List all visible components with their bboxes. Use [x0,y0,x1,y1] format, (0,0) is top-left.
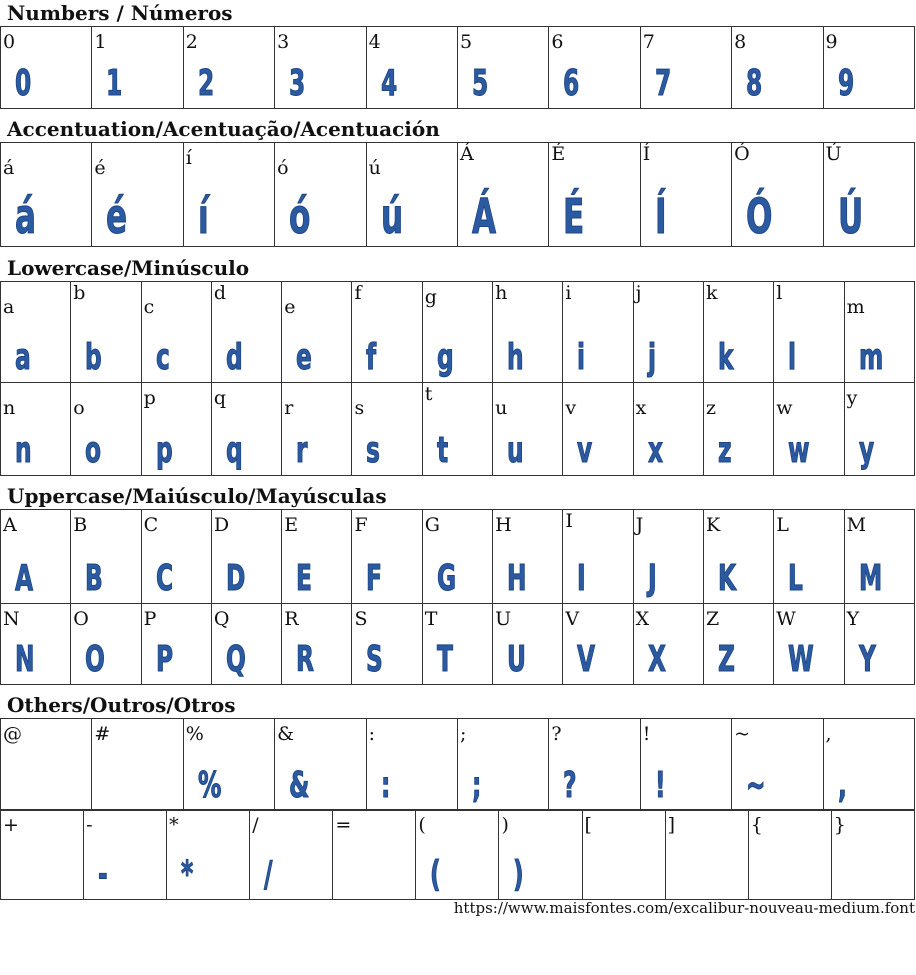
glyph-caption: é [94,157,106,179]
glyph-cell [563,282,633,383]
glyph-sample: V [577,639,596,680]
glyph-caption: Ú [825,143,842,165]
glyph-sample: M [858,558,882,599]
glyph-cell [831,810,914,900]
glyph-sample: ) [513,854,525,895]
section-title-numbers: Numbers / Números [7,1,233,25]
glyph-caption: q [213,387,227,409]
glyph-cell [1,143,92,247]
glyph-cell [1,27,92,109]
glyph-row [1,143,915,247]
glyph-caption: b [73,282,86,304]
glyph-caption: d [213,282,227,304]
glyph-caption: } [833,814,846,836]
glyph-cell [493,510,563,604]
section-title-lowercase: Lowercase/Minúsculo [7,256,250,280]
glyph-cell [71,282,141,383]
glyph-sample: P [155,639,173,680]
section-title-uppercase: Uppercase/Maiúsculo/Mayúsculas [7,484,387,508]
glyph-sample: ! [654,765,666,806]
glyph-cell [352,510,422,604]
glyph-sample: c [155,337,170,378]
glyph-cell [640,719,731,811]
uppercase-grid [0,509,915,685]
glyph-cell [1,282,71,383]
source-url: https://www.maisfontes.com/excalibur-nouveau-medium.font [453,899,915,917]
glyph-sample: Y [858,639,876,680]
glyph-cell [352,604,422,685]
glyph-caption: K [705,514,721,536]
glyph-cell [366,143,457,247]
glyph-caption: í [185,147,192,169]
section-title-others: Others/Outros/Otros [7,693,236,717]
glyph-sample: x [647,430,663,471]
glyph-caption: S [354,608,368,630]
glyph-sample: K [717,558,737,599]
glyph-sample: ~ [746,765,766,806]
glyph-caption: 9 [825,31,838,53]
glyph-cell [282,604,352,685]
glyph-sample: i [577,337,586,378]
glyph-sample: y [858,430,874,471]
glyph-sample: q [225,430,243,471]
glyph-sample: C [155,558,173,599]
glyph-cell [665,810,748,900]
glyph-cell [774,604,844,685]
glyph-cell [703,510,773,604]
numbers-grid [0,26,915,109]
glyph-caption: n [3,397,16,419]
glyph-caption: m [846,296,865,318]
glyph-cell [457,27,548,109]
glyph-caption: @ [3,723,22,745]
glyph-caption: I [565,510,573,532]
glyph-caption: M [846,514,867,536]
glyph-sample: 2 [197,63,215,104]
glyph-cell [493,282,563,383]
glyph-cell [493,604,563,685]
glyph-sample: 3 [289,63,306,104]
glyph-cell [563,383,633,476]
glyph-sample: ; [471,765,482,806]
glyph-cell [366,719,457,811]
glyph-cell [183,27,274,109]
glyph-caption: 3 [277,31,290,53]
glyph-sample: u [507,430,524,471]
glyph-cell [416,810,499,900]
glyph-row [1,604,915,685]
glyph-caption: ú [368,157,381,179]
glyph-cell [844,383,914,476]
glyph-caption: Ó [734,143,750,165]
glyph-caption: = [335,814,352,836]
glyph-caption: t [424,383,433,405]
glyph-cell [1,510,71,604]
glyph-sample: Á [471,189,497,245]
glyph-cell [183,143,274,247]
glyph-caption: B [73,514,88,536]
glyph-caption: ? [551,723,562,745]
glyph-caption: e [284,296,296,318]
glyph-caption: r [284,397,294,419]
glyph-caption: Á [459,143,474,165]
glyph-cell [211,510,281,604]
glyph-sample: É [563,189,585,245]
glyph-cell [633,510,703,604]
glyph-caption: 2 [185,31,198,53]
glyph-caption: Q [213,608,230,630]
glyph-sample: D [225,558,246,599]
glyph-cell [703,282,773,383]
glyph-cell [282,282,352,383]
glyph-sample: N [15,639,35,680]
glyph-cell [84,810,167,900]
glyph-caption: D [213,514,230,536]
glyph-caption: c [143,296,155,318]
glyph-caption: N [3,608,20,630]
glyph-caption: 6 [551,31,564,53]
glyph-caption: i [565,282,572,304]
glyph-caption: h [495,282,508,304]
lowercase-grid [0,281,915,476]
glyph-caption: , [825,723,832,745]
glyph-cell [422,383,492,476]
glyph-caption: u [495,397,508,419]
glyph-sample: 5 [471,63,489,104]
glyph-cell [732,719,823,811]
section-title-accents: Accentuation/Acentuação/Acentuación [7,117,440,141]
glyph-sample: f [366,337,377,378]
glyph-caption: T [424,608,438,630]
glyph-caption: C [143,514,159,536]
glyph-caption: Y [846,608,860,630]
glyph-caption: v [565,397,577,419]
glyph-sample: B [85,558,104,599]
glyph-sample: E [296,558,313,599]
glyph-caption: O [73,608,89,630]
glyph-cell [352,282,422,383]
glyph-cell [71,383,141,476]
glyph-sample: 7 [654,63,671,104]
glyph-sample: m [858,337,883,378]
glyph-cell [333,810,416,900]
others-grid-row1 [0,718,915,811]
glyph-cell [211,383,281,476]
glyph-row [1,810,915,900]
glyph-sample: T [436,639,453,680]
glyph-sample: l [788,337,797,378]
glyph-cell [211,604,281,685]
glyph-caption: ~ [734,723,751,745]
glyph-cell [457,719,548,811]
glyph-caption: 7 [642,31,655,53]
glyph-cell [141,604,211,685]
glyph-caption: - [86,814,93,836]
glyph-cell [499,810,582,900]
glyph-cell [823,719,914,811]
glyph-cell [141,383,211,476]
glyph-cell [844,510,914,604]
glyph-sample: t [436,430,448,471]
glyph-sample: o [85,430,102,471]
glyph-cell [141,282,211,383]
glyph-cell [422,604,492,685]
glyph-sample: H [507,558,527,599]
others-grid-row2 [0,809,915,900]
glyph-cell [282,510,352,604]
glyph-cell [211,282,281,383]
glyph-sample: h [507,337,524,378]
glyph-sample: á [15,189,36,245]
glyph-caption: V [565,608,580,630]
glyph-caption: 8 [734,31,747,53]
glyph-cell [183,719,274,811]
glyph-cell [774,510,844,604]
glyph-caption: o [73,397,85,419]
glyph-cell [282,383,352,476]
glyph-caption: X [635,608,650,630]
glyph-sample: z [717,430,732,471]
glyph-caption: G [424,514,440,536]
glyph-sample: 4 [380,63,397,104]
glyph-cell [366,27,457,109]
glyph-caption: ) [501,814,509,836]
glyph-caption: g [424,286,437,308]
glyph-sample: p [155,430,173,471]
glyph-cell [748,810,831,900]
glyph-sample: A [15,558,34,599]
glyph-cell [549,143,640,247]
glyph-sample: U [507,639,527,680]
glyph-sample: j [647,337,656,378]
glyph-sample: ú [380,189,403,245]
glyph-caption: H [495,514,512,536]
glyph-caption: l [776,282,783,304]
glyph-caption: z [705,397,716,419]
glyph-cell [493,383,563,476]
glyph-cell [92,143,183,247]
glyph-sample: 1 [106,63,123,104]
glyph-caption: / [252,814,259,836]
glyph-cell [549,719,640,811]
glyph-sample: - [98,854,108,895]
glyph-sample: w [788,430,810,471]
glyph-row [1,383,915,476]
glyph-sample: é [106,189,128,245]
glyph-cell [250,810,333,900]
glyph-caption: ó [277,157,289,179]
glyph-caption: R [284,608,299,630]
glyph-caption: Í [642,143,651,165]
glyph-cell [141,510,211,604]
glyph-caption: j [635,282,642,304]
glyph-cell [640,143,731,247]
glyph-sample: 9 [837,63,854,104]
glyph-cell [167,810,250,900]
glyph-caption: á [3,157,15,179]
glyph-cell [703,604,773,685]
glyph-caption: 4 [368,31,381,53]
glyph-caption: ] [667,814,676,836]
glyph-caption: É [551,143,566,165]
glyph-row [1,719,915,811]
glyph-cell [352,383,422,476]
glyph-sample: W [788,639,815,680]
glyph-cell [844,282,914,383]
glyph-caption: 1 [94,31,107,53]
glyph-sample: % [197,765,222,806]
glyph-cell [422,282,492,383]
glyph-sample: n [15,430,32,471]
glyph-sample: G [436,558,456,599]
glyph-caption: : [368,723,375,745]
glyph-row [1,510,915,604]
glyph-caption: { [750,814,763,836]
glyph-sample: Í [654,189,667,245]
glyph-sample: ó [289,189,311,245]
glyph-sample: ? [563,765,577,806]
glyph-caption: p [143,387,156,409]
glyph-cell [71,604,141,685]
glyph-caption: a [3,296,15,318]
glyph-cell [640,27,731,109]
glyph-sample: g [436,337,454,378]
glyph-cell [275,27,366,109]
glyph-row [1,27,915,109]
glyph-caption: [ [584,814,592,836]
glyph-caption: s [354,397,365,419]
glyph-sample: O [85,639,106,680]
glyph-caption: ( [418,814,426,836]
glyph-sample: S [366,639,384,680]
glyph-caption: E [284,514,299,536]
glyph-sample: 0 [15,63,32,104]
glyph-cell [563,604,633,685]
glyph-caption: % [185,723,204,745]
glyph-sample: í [197,189,209,245]
glyph-sample: Ó [746,189,773,245]
glyph-cell [732,27,823,109]
glyph-sample: : [380,765,390,806]
glyph-caption: W [776,608,796,630]
glyph-sample: Z [717,639,735,680]
glyph-caption: L [776,514,789,536]
glyph-sample: X [647,639,666,680]
glyph-cell [71,510,141,604]
glyph-sample: I [577,558,587,599]
glyph-cell [774,383,844,476]
glyph-sample: v [577,430,593,471]
glyph-cell [422,510,492,604]
glyph-cell [275,719,366,811]
glyph-sample: L [788,558,804,599]
glyph-cell [92,27,183,109]
glyph-sample: k [717,337,734,378]
glyph-cell [633,282,703,383]
glyph-cell [1,383,71,476]
glyph-cell [703,383,773,476]
glyph-caption: P [143,608,157,630]
glyph-cell [1,810,84,900]
glyph-cell [582,810,665,900]
glyph-caption: Z [705,608,720,630]
glyph-caption: & [277,723,295,745]
glyph-cell [732,143,823,247]
glyph-sample: d [225,337,243,378]
glyph-sample: s [366,430,381,471]
glyph-sample: 8 [746,63,763,104]
glyph-caption: y [846,387,858,409]
glyph-caption: f [354,282,362,304]
glyph-sample: / [264,854,273,895]
glyph-sample: & [289,765,310,806]
glyph-sample: 6 [563,63,580,104]
glyph-cell [275,143,366,247]
glyph-caption: * [169,814,179,836]
glyph-sample: Q [225,639,246,680]
glyph-caption: + [3,814,19,836]
glyph-sample: F [366,558,383,599]
glyph-sample: J [647,558,657,599]
glyph-caption: w [776,397,793,419]
glyph-sample: a [15,337,31,378]
glyph-cell [457,143,548,247]
glyph-sample: * [181,854,194,895]
glyph-cell [823,27,914,109]
glyph-cell [563,510,633,604]
glyph-caption: F [354,514,368,536]
glyph-sample: r [296,430,308,471]
glyph-cell [844,604,914,685]
glyph-cell [92,719,183,811]
glyph-caption: U [495,608,512,630]
glyph-cell [1,719,92,811]
glyph-caption: k [705,282,718,304]
glyph-row [1,282,915,383]
glyph-sample: e [296,337,313,378]
glyph-sample: Ú [837,189,863,245]
glyph-cell [774,282,844,383]
glyph-cell [633,383,703,476]
accents-grid [0,142,915,247]
glyph-cell [549,27,640,109]
glyph-cell [823,143,914,247]
glyph-sample: ( [430,854,442,895]
glyph-sample: b [85,337,102,378]
glyph-caption: x [635,397,647,419]
glyph-caption: A [3,514,17,536]
glyph-sample: R [296,639,315,680]
glyph-caption: J [635,514,644,536]
glyph-cell [633,604,703,685]
glyph-caption: # [94,723,111,745]
glyph-caption: 0 [3,31,16,53]
glyph-cell [1,604,71,685]
glyph-caption: ; [459,723,467,745]
glyph-caption: 5 [459,31,473,53]
glyph-caption: ! [642,723,651,745]
glyph-sample: , [837,765,847,806]
